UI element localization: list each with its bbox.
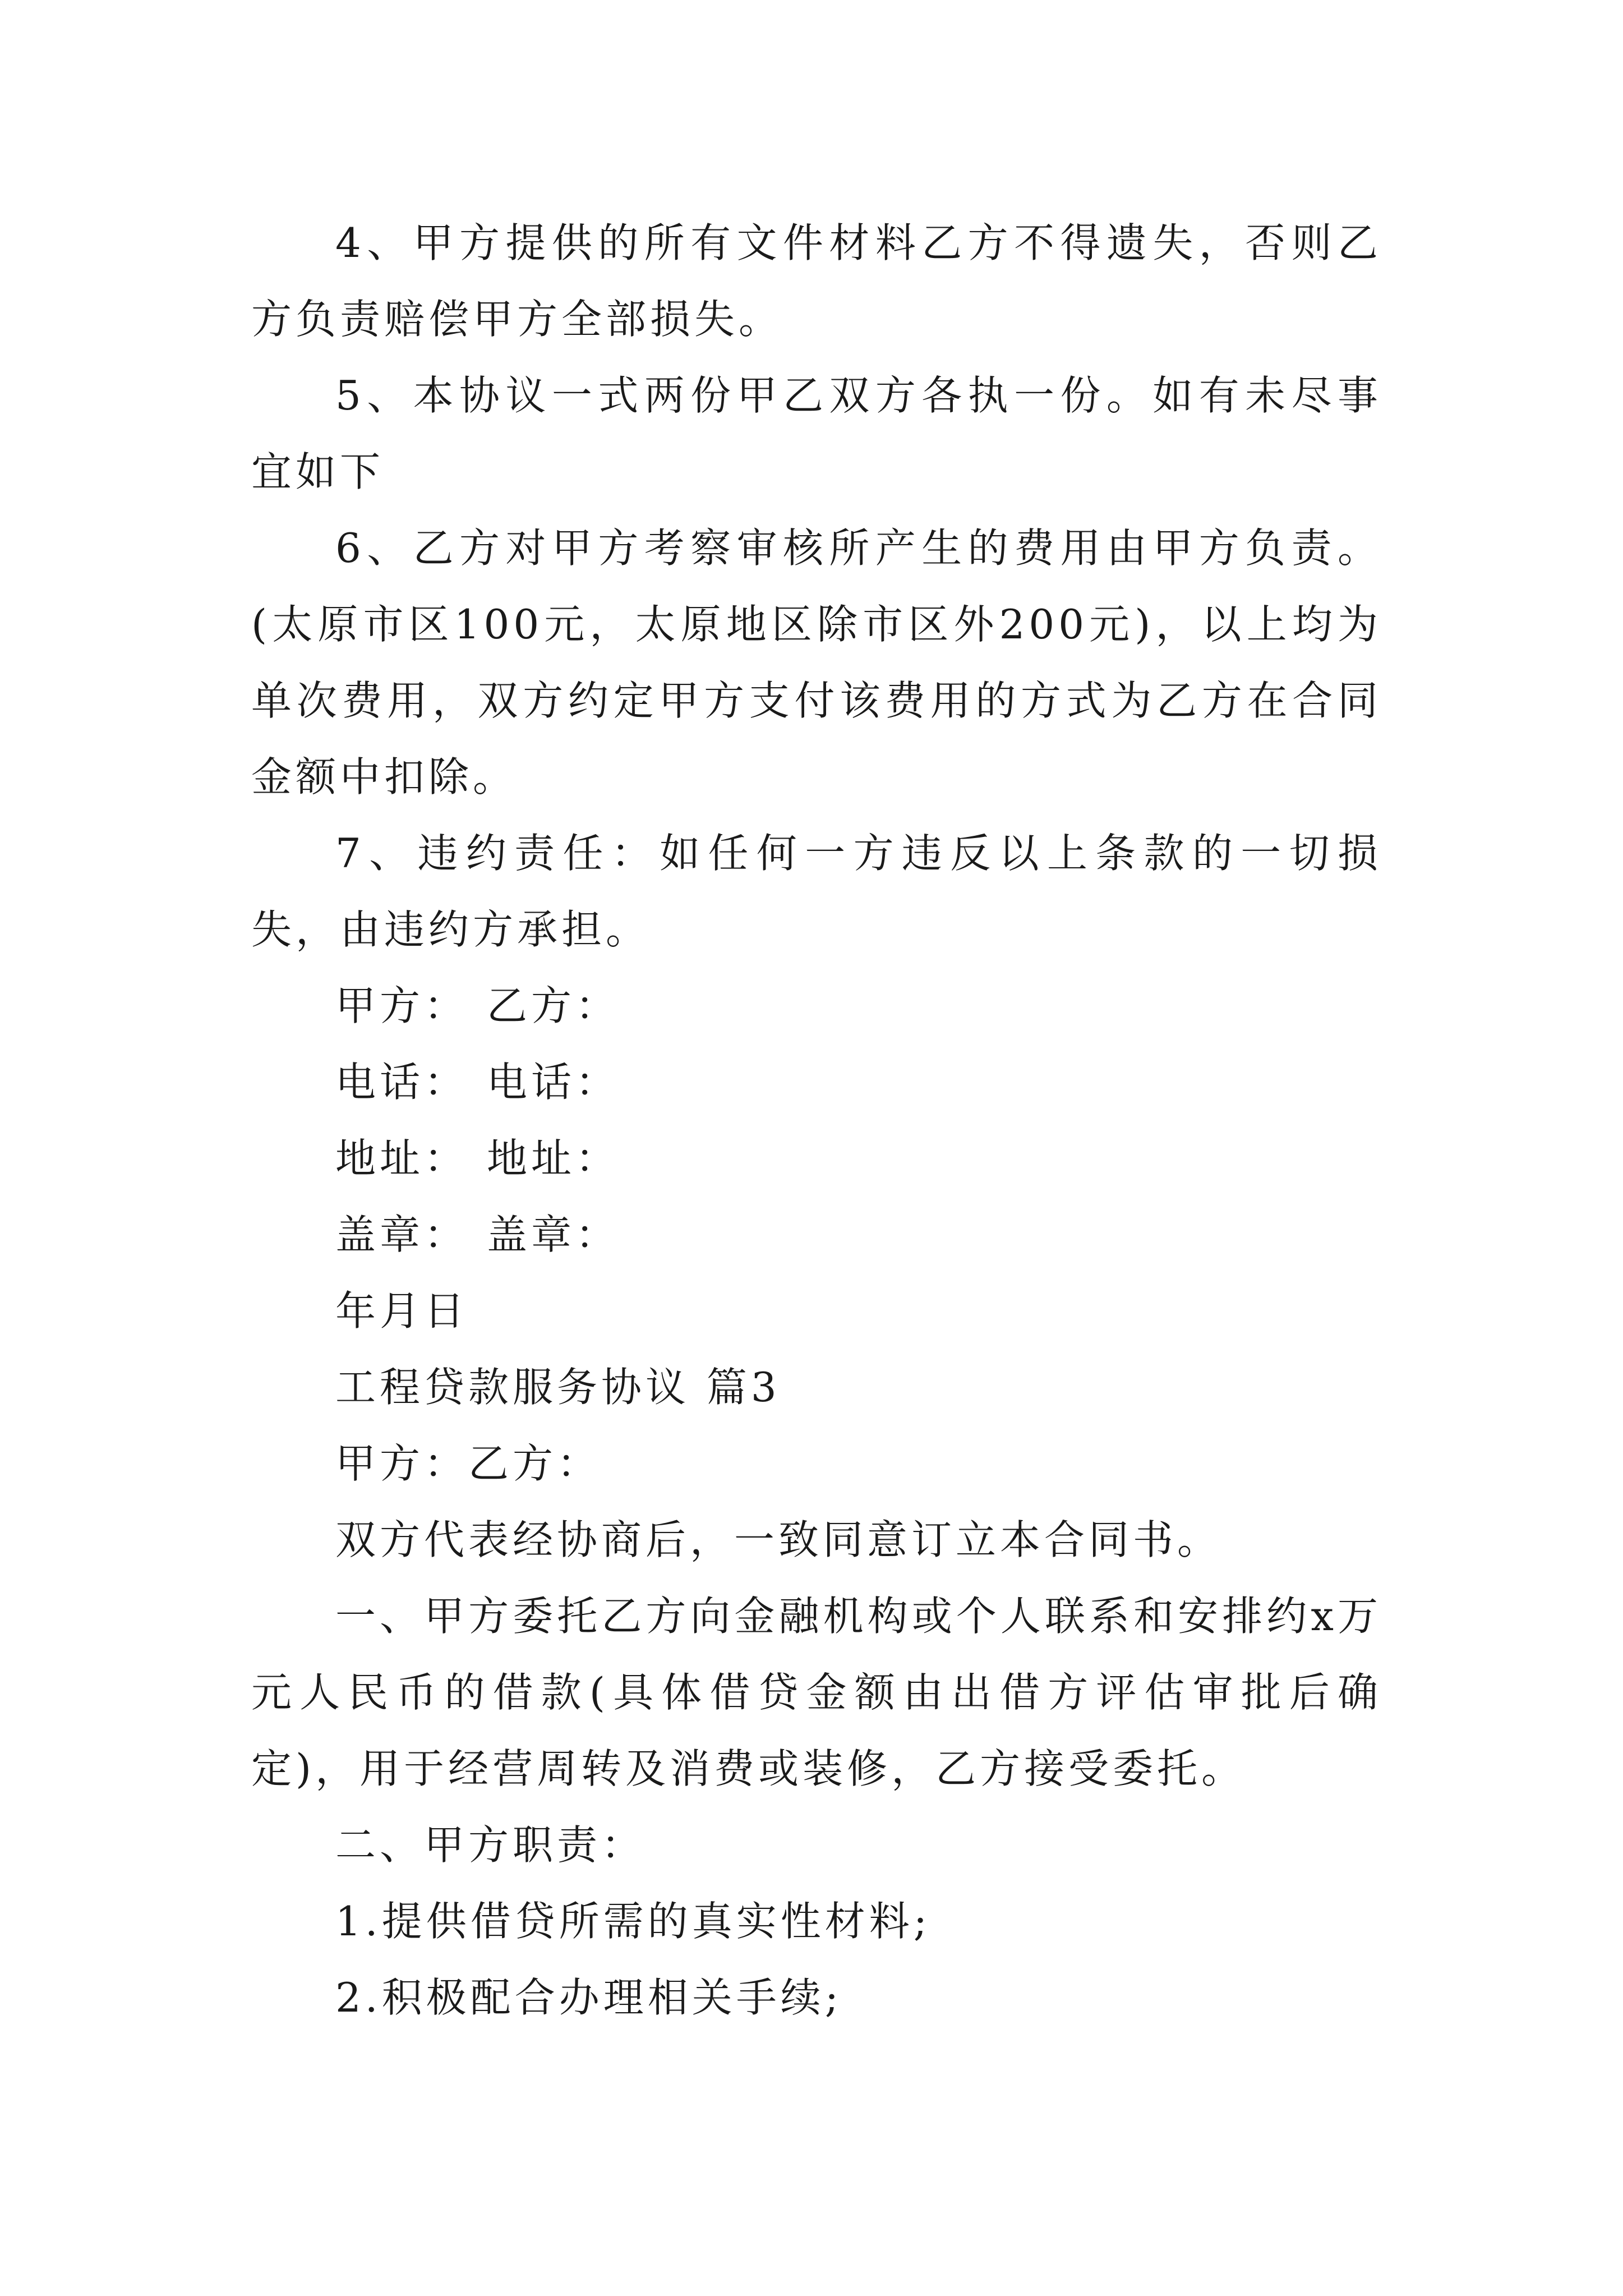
signature-row-seal: [251, 1197, 1382, 1273]
signature-party-b: 乙方：: [487, 982, 620, 1029]
signature-phone-a: 电话：: [335, 1059, 469, 1106]
signature-phone-b: 电话：: [487, 1059, 620, 1106]
signature-row-phone: [251, 1044, 1382, 1120]
intro-line: 双方代表经协商后，一致同意订立本合同书。: [335, 1516, 1222, 1563]
document-body: [251, 205, 1382, 2036]
signature-row-address: [251, 1120, 1382, 1197]
section-title: 工程贷款服务协议 篇3: [335, 1364, 781, 1411]
clause-7: 7、违约责任：如任何一方违反以上条款的一切损失，由违约方承担。: [251, 830, 1382, 953]
signature-row-party: [251, 968, 1382, 1044]
signature-address-b: 地址：: [487, 1135, 620, 1182]
clause-5: 5、本协议一式两份甲乙双方各执一份。如有未尽事宜如下: [251, 372, 1382, 495]
duty-2: 2.积极配合办理相关手续;: [335, 1974, 842, 2021]
signature-party-a: 甲方：: [335, 982, 469, 1029]
signature-address-a: 地址：: [335, 1135, 469, 1182]
article-1: 一、甲方委托乙方向金融机构或个人联系和安排约x万元人民币的借款(具体借贷金额由出借方评估审批后确定)，用于经营周转及消费或装修，乙方接受委托。: [251, 1593, 1382, 1792]
article-2-title: 二、甲方职责：: [335, 1821, 646, 1869]
duty-1: 1.提供借贷所需的真实性材料;: [335, 1898, 931, 1945]
clause-4: 4、甲方提供的所有文件材料乙方不得遗失，否则乙方负责赔偿甲方全部损失。: [251, 219, 1382, 343]
clause-6: 6、乙方对甲方考察审核所产生的费用由甲方负责。(太原市区100元，太原地区除市区外200元)，以上均为单次费用，双方约定甲方支付该费用的方式为乙方在合同金额中扣除。: [251, 524, 1382, 800]
signature-seal-a: 盖章：: [335, 1211, 469, 1258]
date-line: 年月日: [335, 1287, 469, 1335]
signature-seal-b: 盖章：: [487, 1211, 620, 1258]
parties-line: 甲方：乙方：: [335, 1440, 602, 1487]
